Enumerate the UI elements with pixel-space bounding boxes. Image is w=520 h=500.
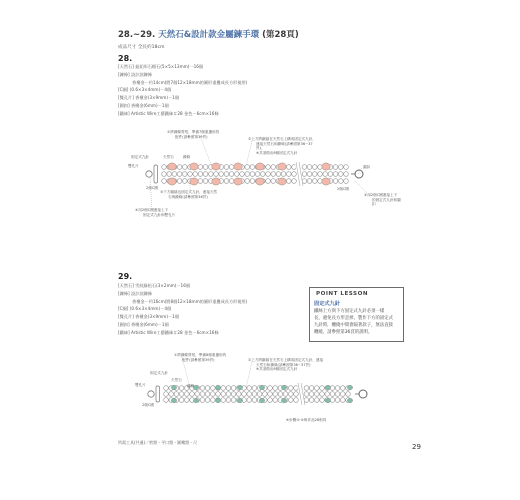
chain-ring <box>287 179 292 184</box>
label-fixed-pin-29: 固定式九針 <box>150 371 168 375</box>
chain-ring <box>283 392 288 397</box>
double-hole-bar <box>154 165 158 183</box>
chain-ring <box>245 172 250 177</box>
chain-ring <box>287 172 292 177</box>
material-line: [C圈] (0.6×3×4mm)－4個 <box>118 306 172 312</box>
chain-ring <box>309 386 314 391</box>
chain-ring <box>268 386 273 391</box>
gemstone <box>278 178 286 185</box>
chain-ring <box>257 392 262 397</box>
section-29-materials <box>118 282 247 337</box>
title-page-ref: (第28頁) <box>262 30 299 40</box>
chain-ring <box>200 392 205 397</box>
chain-ring <box>313 165 318 170</box>
chain-ring <box>216 392 221 397</box>
chain-ring <box>188 172 193 177</box>
label-c-ring: 2個C圈 <box>146 186 158 190</box>
chain-ring <box>226 392 231 397</box>
title-number: 28.~29. <box>118 30 156 40</box>
gemstone <box>256 163 264 170</box>
chain-ring <box>245 179 250 184</box>
chain-ring <box>169 392 174 397</box>
chain-ring <box>174 392 179 397</box>
chain-ring <box>211 398 216 403</box>
gemstone <box>281 398 286 402</box>
chain-ring <box>242 392 247 397</box>
label-c-ring-right: 2個C圈 <box>337 187 349 191</box>
chain-ring <box>198 179 203 184</box>
material-line: [圓扣] 香檳金(6mm)－1個 <box>118 321 169 327</box>
chain-ring <box>203 165 208 170</box>
material-line: [圓扣] 香檳金(6mm)－1個 <box>118 102 169 108</box>
chain-ring <box>224 165 229 170</box>
chain-ring <box>271 172 276 177</box>
page-number: 29 <box>412 443 421 451</box>
chain-ring <box>198 172 203 177</box>
chain-ring <box>203 172 208 177</box>
gemstone <box>237 398 242 402</box>
point-lesson-body: 鐵絲上方與下方固定式九針必須一樣 長，避免長方形歪掉，製作下方的固定式 九針時，纏繞中間會隔著款子，無法直接 纏繞，請參照第36頁的說明。 <box>314 309 394 335</box>
gemstone <box>347 398 352 402</box>
chain-ring <box>304 398 309 403</box>
clasp-ring <box>355 170 363 178</box>
chain-ring <box>339 179 344 184</box>
gemstone <box>281 385 286 389</box>
label-stone: 天然石 <box>163 155 174 159</box>
leader-line <box>200 136 212 167</box>
gemstone <box>259 398 264 402</box>
diagram28-step1: ①將鍊條剪短，準備7個重疊形的 配件(請參照第39頁) <box>167 130 220 139</box>
chain-ring <box>333 179 338 184</box>
chain-ring <box>203 179 208 184</box>
chain-ring <box>271 165 276 170</box>
gemstone <box>171 385 176 389</box>
chain-ring <box>315 398 320 403</box>
label-clasp: 圓扣 <box>363 165 371 169</box>
gemstone <box>212 163 220 170</box>
end-ring <box>148 391 154 397</box>
chain-ring <box>162 179 167 184</box>
chain-ring <box>339 172 344 177</box>
chain-ring <box>237 392 242 397</box>
chain-ring <box>226 398 231 403</box>
chain-ring <box>320 398 325 403</box>
gemstone <box>212 178 220 185</box>
gemstone <box>234 178 242 185</box>
material-line: [天然石] 鈕釦形石榴石(5×5×13mm)一16個 <box>118 64 204 69</box>
chain-ring <box>231 392 236 397</box>
gemstone <box>278 163 286 170</box>
chain-ring <box>200 386 205 391</box>
chain-ring <box>292 179 297 184</box>
chain-ring <box>221 386 226 391</box>
chain-ring <box>302 165 307 170</box>
chain-ring <box>167 172 172 177</box>
chain-ring <box>219 172 224 177</box>
chain-ring <box>224 179 229 184</box>
chain-ring <box>205 386 210 391</box>
section-28-number: 28. <box>118 54 133 63</box>
gemstone <box>215 385 220 389</box>
chain-ring <box>205 398 210 403</box>
label-double-hole: 雙孔片 <box>128 164 139 168</box>
chain-ring <box>193 172 198 177</box>
chain-ring <box>287 165 292 170</box>
chain-ring <box>177 179 182 184</box>
gemstone <box>234 163 242 170</box>
label-stone-29: 天然石 <box>171 378 182 382</box>
chain-ring <box>172 172 177 177</box>
chain-ring <box>266 179 271 184</box>
chain-ring <box>200 398 205 403</box>
chain-ring <box>183 165 188 170</box>
chain-ring <box>229 179 234 184</box>
chain-ring <box>177 172 182 177</box>
chain-ring <box>185 398 190 403</box>
chain-ring <box>255 172 260 177</box>
label-c-ring-29: 2個C圈 <box>142 403 154 407</box>
chain-ring <box>330 392 335 397</box>
chain-ring <box>250 165 255 170</box>
chain-ring <box>164 392 169 397</box>
diagram28-step2: ②上方將鐵絲在天然石上構成固定式九針， 連接天然石和鍊條(請參照第36~37 頁)， ※共須做出8個固定式九針 <box>248 137 316 155</box>
gemstone <box>237 385 242 389</box>
material-line: [鐵絲] Artistic Wire工藝鐵絲＃28 金色－6cm×16條 <box>118 110 219 116</box>
chain-ring <box>229 165 234 170</box>
chain-ring <box>195 392 200 397</box>
material-line: [鍊條] 設計款鍊條 <box>118 71 152 77</box>
chain-ring <box>302 172 307 177</box>
leader-line <box>246 141 252 166</box>
chain-ring <box>273 398 278 403</box>
chain-ring <box>294 392 299 397</box>
chain-ring <box>221 392 226 397</box>
gemstone <box>259 385 264 389</box>
chain-ring <box>344 172 349 177</box>
material-line: 香檳金－約16cm(將8個12×18mm的圓形重疊成長方形使用) <box>132 298 248 304</box>
chain-ring <box>162 172 167 177</box>
chain-ring <box>294 398 299 403</box>
chain-ring <box>179 398 184 403</box>
chain-ring <box>268 398 273 403</box>
chain-ring <box>289 386 294 391</box>
point-lesson-subtitle: 固定式九針 <box>314 301 340 307</box>
chain-ring <box>198 165 203 170</box>
chain-ring <box>304 392 309 397</box>
chain-ring <box>313 179 318 184</box>
chain-ring <box>304 386 309 391</box>
chain-ring <box>185 392 190 397</box>
gemstone <box>190 163 198 170</box>
chain-ring <box>309 392 314 397</box>
chain-ring <box>250 179 255 184</box>
double-hole-bar <box>156 386 160 402</box>
chain-ring <box>320 392 325 397</box>
chain-ring <box>240 172 245 177</box>
chain-ring <box>325 392 330 397</box>
gemstone <box>168 178 176 185</box>
chain-ring <box>335 392 340 397</box>
chain-ring <box>162 165 167 170</box>
chain-ring <box>226 386 231 391</box>
chain-ring <box>313 172 318 177</box>
chain-ring <box>190 392 195 397</box>
chain-ring <box>252 386 257 391</box>
chain-ring <box>341 398 346 403</box>
chain-ring <box>183 179 188 184</box>
chain-ring <box>307 179 312 184</box>
chain-ring <box>320 386 325 391</box>
clasp-ring <box>359 390 367 398</box>
point-lesson-heading: POINT LESSON <box>316 291 369 297</box>
material-line: [C圈] (0.6×3×4mm)－4個 <box>118 87 172 93</box>
leader-line <box>150 178 152 209</box>
tools-footer: 所需工具(共通)／剪鉗・平口鉗・圓嘴鉗・尺 <box>118 440 198 445</box>
diagram29-note: ※步驟③·④與作品28相同 <box>286 418 327 422</box>
chain-ring <box>273 386 278 391</box>
chain-ring <box>309 398 314 403</box>
chain-ring <box>221 398 226 403</box>
chain-ring <box>307 165 312 170</box>
chain-ring <box>247 386 252 391</box>
break-gap <box>299 383 303 405</box>
chain-ring <box>179 392 184 397</box>
gemstone <box>256 178 264 185</box>
gemstone <box>322 178 330 185</box>
chain-ring <box>263 392 268 397</box>
gemstone <box>347 385 352 389</box>
chain-ring <box>318 172 323 177</box>
chain-ring <box>266 165 271 170</box>
end-ring <box>146 171 152 177</box>
chain-ring <box>229 172 234 177</box>
diagram28-step5: ④用2個C圈連接上下 的固定式九針和圓 扣 <box>364 193 401 207</box>
chain-ring <box>164 398 169 403</box>
material-line: [雙孔片] 香檳金(3×9mm)－1個 <box>118 95 180 101</box>
chain-ring <box>333 165 338 170</box>
chain-ring <box>231 386 236 391</box>
chain-ring <box>209 172 214 177</box>
gemstone <box>325 398 330 402</box>
material-line: 香檳金－約14cm(將7個12×18mm的圓形重疊成長方形使用) <box>132 79 248 85</box>
chain-ring <box>252 398 257 403</box>
chain-ring <box>205 392 210 397</box>
chain-ring <box>328 172 333 177</box>
gemstone <box>325 385 330 389</box>
chain-ring <box>211 392 216 397</box>
diagram28-step3: ③下方鐵絲也固定式九針，連接天然 石與鍊條(請參照第36頁) <box>160 190 218 199</box>
chain-ring <box>339 165 344 170</box>
chain-ring <box>231 398 236 403</box>
chain-ring <box>323 172 328 177</box>
chain-ring <box>307 172 312 177</box>
diagram29-step2: ②上方將鐵絲在天然石上構成固定式九針，連接 天然石和鍊條(請參照第36~37頁) ※共須做出8個固定式九針 <box>248 358 324 372</box>
chain-ring <box>335 386 340 391</box>
chain-ring <box>341 392 346 397</box>
chain-ring <box>315 386 320 391</box>
chain-ring <box>276 172 281 177</box>
chain-ring <box>292 172 297 177</box>
chain-ring <box>266 172 271 177</box>
chain-ring <box>211 386 216 391</box>
title-text: 天然石&設計款金屬鍊手環 <box>158 30 260 40</box>
label-fixed-pin: 固定式九針 <box>131 155 149 159</box>
chain-ring <box>278 392 283 397</box>
chain-ring <box>344 165 349 170</box>
chain-ring <box>273 392 278 397</box>
label-chain-29: 鍊條 <box>187 384 195 388</box>
material-line: [鐵絲] Artistic Wire工藝鐵絲＃28 金色－6cm×16條 <box>118 329 219 335</box>
label-chain: 鍊條 <box>183 155 191 159</box>
gemstone <box>168 163 176 170</box>
gemstone <box>190 178 198 185</box>
chain-ring <box>335 398 340 403</box>
leader-line <box>354 180 370 196</box>
break-gap <box>297 162 301 186</box>
chain-ring <box>235 172 240 177</box>
chain-ring <box>302 179 307 184</box>
finished-size: 成品尺寸 全長約18cm <box>118 45 165 50</box>
gemstone <box>171 398 176 402</box>
diagram28-step4: ④用2個C圈連接上下 固定式九針和雙孔片 <box>135 208 176 217</box>
chain-ring <box>224 172 229 177</box>
chain-ring <box>252 392 257 397</box>
chain-ring <box>344 179 349 184</box>
chain-ring <box>214 172 219 177</box>
material-line: [鍊條] 設計款鍊條 <box>118 290 152 296</box>
chain-ring <box>177 165 182 170</box>
chain-ring <box>261 172 266 177</box>
diagram29-step1: ①將鍊條剪短，準備8個重疊形的 配件(請參照第39頁) <box>174 353 227 362</box>
chain-ring <box>289 392 294 397</box>
material-line: [雙孔片] 香檳金(3×9mm)－1個 <box>118 314 180 320</box>
gemstone <box>193 398 198 402</box>
section-29-number: 29. <box>118 272 133 281</box>
chain-ring <box>346 392 351 397</box>
gemstone <box>322 163 330 170</box>
chain-ring <box>245 165 250 170</box>
chain-ring <box>250 172 255 177</box>
chain-ring <box>315 392 320 397</box>
chain-ring <box>268 392 273 397</box>
chain-ring <box>289 398 294 403</box>
chain-ring <box>247 398 252 403</box>
chain-ring <box>341 386 346 391</box>
chain-ring <box>164 386 169 391</box>
chain-ring <box>179 386 184 391</box>
chain-ring <box>247 392 252 397</box>
gemstone <box>215 398 220 402</box>
label-double-hole-29: 雙孔片 <box>135 383 146 387</box>
chain-ring <box>183 172 188 177</box>
material-line: [天然石] 雪紋綠松石(3×2mm)－16個 <box>118 283 191 288</box>
chain-ring <box>333 172 338 177</box>
point-lesson-box <box>309 287 404 342</box>
chain-ring <box>281 172 286 177</box>
chain-ring <box>271 179 276 184</box>
